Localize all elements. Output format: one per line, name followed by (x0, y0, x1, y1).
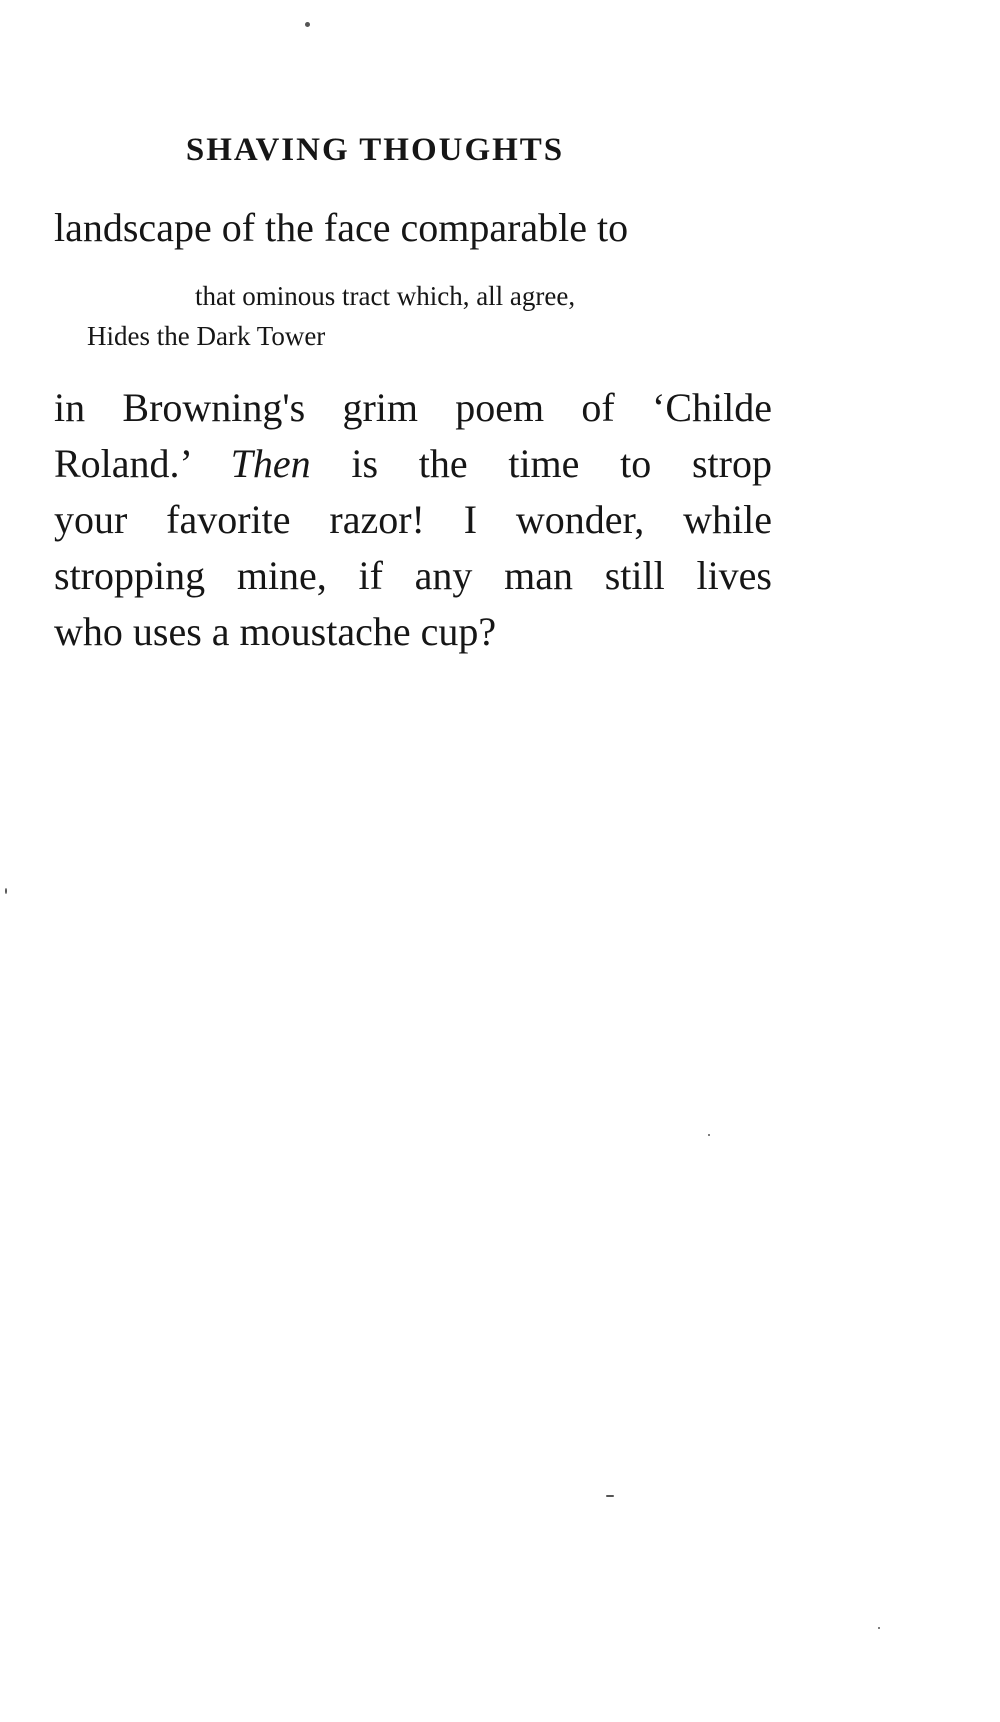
scan-speck (708, 1134, 710, 1136)
paragraph-line-4: stropping mine, if any man still lives (54, 553, 772, 598)
running-head: SHAVING THOUGHTS (185, 132, 565, 168)
paragraph-line-2-end: is the time to strop (310, 441, 772, 486)
paragraph-line-3: your favorite razor! I wonder, while (54, 497, 772, 542)
paragraph-line-2 (54, 440, 772, 488)
scan-speck (305, 22, 310, 27)
paragraph-line-2-start: Roland.’ (54, 441, 231, 486)
scan-speck (878, 1627, 880, 1629)
paragraph-line-5: who uses a moustache cup? (54, 609, 497, 654)
opening-line: landscape of the face comparable to (54, 205, 629, 250)
scan-speck (606, 1495, 614, 1497)
quotation-line-1: that ominous tract which, all agree, (195, 281, 576, 311)
paragraph-line-1: in Browning's grim poem of ‘Childe (54, 385, 772, 430)
quotation-line-2: Hides the Dark Tower (87, 321, 326, 351)
italic-emphasis: Then (230, 441, 311, 486)
scan-speck (5, 888, 7, 894)
